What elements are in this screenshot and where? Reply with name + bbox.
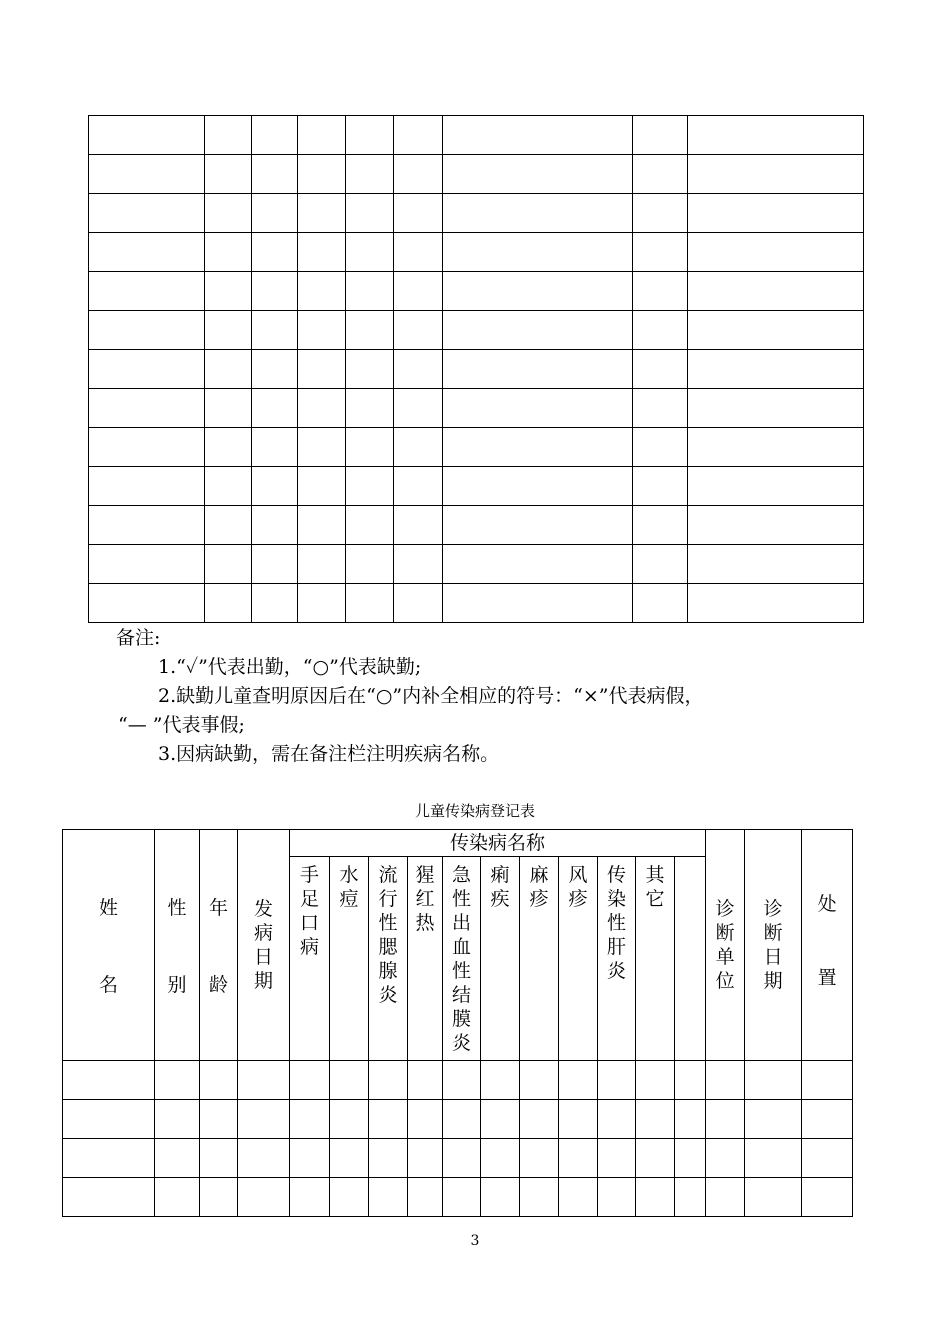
register-cell[interactable] [330, 1139, 369, 1178]
attendance-cell[interactable] [346, 584, 394, 623]
attendance-cell[interactable] [688, 389, 864, 428]
register-cell[interactable] [443, 1100, 481, 1139]
register-row [63, 1139, 853, 1178]
register-cell[interactable] [745, 1100, 802, 1139]
attendance-table [88, 115, 864, 623]
attendance-cell[interactable] [394, 428, 443, 467]
attendance-cell[interactable] [346, 311, 394, 350]
disease-column-header: 风 疹 [559, 857, 598, 1061]
attendance-cell[interactable] [394, 116, 443, 155]
disease-column-header: 其 它 [636, 857, 675, 1061]
attendance-cell[interactable] [633, 584, 688, 623]
attendance-cell[interactable] [688, 311, 864, 350]
attendance-cell[interactable] [394, 194, 443, 233]
register-cell[interactable] [443, 1178, 481, 1217]
attendance-cell[interactable] [298, 311, 346, 350]
attendance-cell[interactable] [443, 467, 633, 506]
attendance-row [89, 155, 864, 194]
attendance-cell[interactable] [205, 545, 252, 584]
attendance-cell[interactable] [688, 506, 864, 545]
register-cell[interactable] [636, 1100, 675, 1139]
attendance-cell[interactable] [443, 584, 633, 623]
register-cell[interactable] [706, 1178, 745, 1217]
col-age-header: 年 龄 [200, 830, 238, 1061]
notes-heading: 备注: [116, 627, 161, 649]
col-name-header: 姓 名 [63, 830, 155, 1061]
attendance-cell[interactable] [346, 467, 394, 506]
attendance-cell[interactable] [688, 272, 864, 311]
attendance-cell[interactable] [89, 545, 205, 584]
attendance-cell[interactable] [298, 389, 346, 428]
attendance-cell[interactable] [205, 311, 252, 350]
register-cell[interactable] [598, 1178, 636, 1217]
attendance-cell[interactable] [443, 545, 633, 584]
disease-column-header: 麻 疹 [520, 857, 559, 1061]
register-cell[interactable] [369, 1100, 408, 1139]
disease-column-header: 痢 疾 [481, 857, 520, 1061]
attendance-cell[interactable] [443, 272, 633, 311]
attendance-cell[interactable] [346, 233, 394, 272]
register-cell[interactable] [369, 1061, 408, 1100]
attendance-cell[interactable] [252, 272, 298, 311]
register-cell[interactable] [675, 1061, 706, 1100]
attendance-cell[interactable] [89, 506, 205, 545]
register-cell[interactable] [200, 1061, 238, 1100]
register-cell[interactable] [481, 1178, 520, 1217]
disease-column-header: 流 行 性 腮 腺 炎 [369, 857, 408, 1061]
attendance-row [89, 350, 864, 389]
register-cell[interactable] [481, 1139, 520, 1178]
register-title: 儿童传染病登记表 [414, 802, 535, 820]
attendance-cell[interactable] [298, 545, 346, 584]
note-line-1: 1.“✓”代表出勤，“○”代表缺勤; [158, 656, 422, 678]
attendance-cell[interactable] [205, 506, 252, 545]
register-cell[interactable] [155, 1100, 200, 1139]
col-onset-date-header: 发 病 日 期 [238, 830, 290, 1061]
attendance-cell[interactable] [252, 116, 298, 155]
register-cell[interactable] [200, 1139, 238, 1178]
register-cell[interactable] [481, 1061, 520, 1100]
register-cell[interactable] [675, 1100, 706, 1139]
register-cell[interactable] [520, 1178, 559, 1217]
attendance-cell[interactable] [298, 194, 346, 233]
register-cell[interactable] [443, 1061, 481, 1100]
register-cell[interactable] [802, 1100, 853, 1139]
register-cell[interactable] [636, 1061, 675, 1100]
attendance-cell[interactable] [298, 428, 346, 467]
disease-column-header [675, 857, 706, 1061]
attendance-cell[interactable] [298, 350, 346, 389]
attendance-cell[interactable] [205, 272, 252, 311]
attendance-cell[interactable] [443, 233, 633, 272]
attendance-cell[interactable] [346, 545, 394, 584]
register-cell[interactable] [238, 1100, 290, 1139]
attendance-cell[interactable] [89, 350, 205, 389]
register-cell[interactable] [520, 1139, 559, 1178]
attendance-cell[interactable] [89, 194, 205, 233]
attendance-cell[interactable] [394, 350, 443, 389]
attendance-cell[interactable] [298, 467, 346, 506]
col-diag-date-header: 诊 断 日 期 [745, 830, 802, 1061]
attendance-row [89, 194, 864, 233]
register-cell[interactable] [290, 1061, 330, 1100]
attendance-cell[interactable] [394, 155, 443, 194]
register-cell[interactable] [520, 1061, 559, 1100]
register-cell[interactable] [559, 1178, 598, 1217]
register-cell[interactable] [408, 1100, 443, 1139]
attendance-cell[interactable] [346, 116, 394, 155]
register-cell[interactable] [745, 1139, 802, 1178]
attendance-cell[interactable] [394, 233, 443, 272]
attendance-cell[interactable] [205, 116, 252, 155]
attendance-cell[interactable] [443, 428, 633, 467]
register-cell[interactable] [200, 1100, 238, 1139]
attendance-cell[interactable] [205, 428, 252, 467]
register-cell[interactable] [675, 1139, 706, 1178]
attendance-row [89, 467, 864, 506]
attendance-cell[interactable] [205, 389, 252, 428]
attendance-cell[interactable] [443, 389, 633, 428]
register-cell[interactable] [155, 1178, 200, 1217]
register-cell[interactable] [369, 1178, 408, 1217]
attendance-cell[interactable] [252, 545, 298, 584]
register-cell[interactable] [636, 1139, 675, 1178]
register-cell[interactable] [63, 1139, 155, 1178]
attendance-cell[interactable] [394, 467, 443, 506]
attendance-cell[interactable] [252, 233, 298, 272]
attendance-cell[interactable] [89, 389, 205, 428]
register-cell[interactable] [706, 1139, 745, 1178]
note-line-3: 3.因病缺勤，需在备注栏注明疾病名称。 [158, 743, 500, 765]
attendance-cell[interactable] [633, 428, 688, 467]
register-cell[interactable] [598, 1061, 636, 1100]
attendance-cell[interactable] [346, 272, 394, 311]
register-cell[interactable] [802, 1061, 853, 1100]
register-cell[interactable] [408, 1178, 443, 1217]
register-cell[interactable] [598, 1139, 636, 1178]
attendance-cell[interactable] [89, 233, 205, 272]
attendance-cell[interactable] [688, 116, 864, 155]
register-cell[interactable] [408, 1139, 443, 1178]
attendance-cell[interactable] [89, 116, 205, 155]
attendance-cell[interactable] [205, 350, 252, 389]
register-cell[interactable] [598, 1100, 636, 1139]
attendance-row [89, 389, 864, 428]
register-cell[interactable] [290, 1100, 330, 1139]
attendance-cell[interactable] [252, 194, 298, 233]
register-cell[interactable] [238, 1139, 290, 1178]
attendance-cell[interactable] [688, 350, 864, 389]
register-cell[interactable] [63, 1178, 155, 1217]
attendance-cell[interactable] [205, 584, 252, 623]
disease-column-header: 传 染 性 肝 炎 [598, 857, 636, 1061]
attendance-cell[interactable] [633, 233, 688, 272]
attendance-cell[interactable] [346, 350, 394, 389]
col-diag-unit-header: 诊 断 单 位 [706, 830, 745, 1061]
attendance-cell[interactable] [633, 272, 688, 311]
attendance-cell[interactable] [443, 155, 633, 194]
page-number: 3 [470, 1233, 480, 1249]
register-cell[interactable] [706, 1061, 745, 1100]
register-row [63, 1100, 853, 1139]
attendance-cell[interactable] [298, 116, 346, 155]
attendance-row [89, 311, 864, 350]
register-cell[interactable] [706, 1100, 745, 1139]
attendance-cell[interactable] [89, 272, 205, 311]
attendance-cell[interactable] [443, 116, 633, 155]
attendance-cell[interactable] [443, 194, 633, 233]
register-cell[interactable] [238, 1061, 290, 1100]
register-cell[interactable] [63, 1061, 155, 1100]
attendance-cell[interactable] [252, 506, 298, 545]
attendance-cell[interactable] [688, 428, 864, 467]
attendance-cell[interactable] [688, 467, 864, 506]
attendance-cell[interactable] [346, 155, 394, 194]
register-cell[interactable] [238, 1178, 290, 1217]
attendance-row [89, 116, 864, 155]
attendance-row [89, 584, 864, 623]
attendance-cell[interactable] [252, 584, 298, 623]
attendance-cell[interactable] [252, 389, 298, 428]
register-cell[interactable] [802, 1139, 853, 1178]
attendance-cell[interactable] [688, 155, 864, 194]
disease-column-header: 手 足 口 病 [290, 857, 330, 1061]
note-line-2: 2.缺勤儿童查明原因后在“○”内补全相应的符号：“×”代表病假， [158, 685, 704, 707]
attendance-row [89, 506, 864, 545]
attendance-cell[interactable] [633, 389, 688, 428]
attendance-cell[interactable] [205, 194, 252, 233]
disease-column-header: 猩 红 热 [408, 857, 443, 1061]
attendance-cell[interactable] [252, 428, 298, 467]
register-cell[interactable] [408, 1061, 443, 1100]
register-cell[interactable] [745, 1178, 802, 1217]
attendance-cell[interactable] [394, 311, 443, 350]
attendance-cell[interactable] [688, 545, 864, 584]
attendance-row [89, 272, 864, 311]
attendance-cell[interactable] [633, 545, 688, 584]
attendance-cell[interactable] [89, 467, 205, 506]
register-row [63, 1178, 853, 1217]
attendance-cell[interactable] [633, 116, 688, 155]
col-sex-header: 性 别 [155, 830, 200, 1061]
attendance-cell[interactable] [298, 155, 346, 194]
register-cell[interactable] [290, 1139, 330, 1178]
attendance-cell[interactable] [205, 155, 252, 194]
disease-group-header: 传染病名称 [290, 830, 706, 857]
register-cell[interactable] [63, 1100, 155, 1139]
attendance-cell[interactable] [89, 311, 205, 350]
register-cell[interactable] [330, 1061, 369, 1100]
attendance-cell[interactable] [346, 389, 394, 428]
disease-column-header: 急 性 出 血 性 结 膜 炎 [443, 857, 481, 1061]
attendance-cell[interactable] [298, 233, 346, 272]
attendance-cell[interactable] [298, 506, 346, 545]
attendance-cell[interactable] [633, 194, 688, 233]
attendance-cell[interactable] [346, 194, 394, 233]
register-cell[interactable] [481, 1100, 520, 1139]
register-cell[interactable] [200, 1178, 238, 1217]
attendance-cell[interactable] [298, 584, 346, 623]
register-cell[interactable] [330, 1100, 369, 1139]
attendance-cell[interactable] [394, 506, 443, 545]
attendance-cell[interactable] [633, 467, 688, 506]
register-cell[interactable] [802, 1178, 853, 1217]
attendance-cell[interactable] [252, 155, 298, 194]
attendance-cell[interactable] [633, 506, 688, 545]
attendance-cell[interactable] [443, 506, 633, 545]
attendance-cell[interactable] [443, 350, 633, 389]
attendance-cell[interactable] [298, 272, 346, 311]
attendance-cell[interactable] [346, 506, 394, 545]
attendance-cell[interactable] [205, 233, 252, 272]
register-cell[interactable] [559, 1061, 598, 1100]
note-line-2-cont: “— ”代表事假; [118, 714, 245, 736]
register-cell[interactable] [559, 1139, 598, 1178]
attendance-cell[interactable] [252, 311, 298, 350]
attendance-row [89, 428, 864, 467]
disease-column-header: 水 痘 [330, 857, 369, 1061]
attendance-row [89, 545, 864, 584]
register-cell[interactable] [443, 1139, 481, 1178]
register-cell[interactable] [559, 1100, 598, 1139]
attendance-cell[interactable] [346, 428, 394, 467]
attendance-row [89, 233, 864, 272]
attendance-cell[interactable] [89, 428, 205, 467]
attendance-cell[interactable] [688, 194, 864, 233]
attendance-cell[interactable] [443, 311, 633, 350]
attendance-cell[interactable] [394, 272, 443, 311]
register-cell[interactable] [369, 1139, 408, 1178]
attendance-cell[interactable] [89, 584, 205, 623]
register-cell[interactable] [155, 1139, 200, 1178]
attendance-cell[interactable] [394, 584, 443, 623]
disease-register-table [62, 829, 853, 1217]
register-cell[interactable] [290, 1178, 330, 1217]
register-cell[interactable] [745, 1061, 802, 1100]
register-row [63, 1061, 853, 1100]
attendance-cell[interactable] [205, 467, 252, 506]
attendance-cell[interactable] [633, 155, 688, 194]
attendance-cell[interactable] [89, 155, 205, 194]
attendance-cell[interactable] [394, 389, 443, 428]
attendance-cell[interactable] [688, 233, 864, 272]
register-cell[interactable] [520, 1100, 559, 1139]
register-cell[interactable] [675, 1178, 706, 1217]
attendance-cell[interactable] [633, 350, 688, 389]
notes-section [88, 624, 868, 769]
register-cell[interactable] [330, 1178, 369, 1217]
attendance-cell[interactable] [688, 584, 864, 623]
register-cell[interactable] [636, 1178, 675, 1217]
attendance-cell[interactable] [252, 467, 298, 506]
col-handling-header: 处 置 [802, 830, 853, 1061]
register-cell[interactable] [155, 1061, 200, 1100]
attendance-cell[interactable] [394, 545, 443, 584]
attendance-cell[interactable] [633, 311, 688, 350]
attendance-cell[interactable] [252, 350, 298, 389]
